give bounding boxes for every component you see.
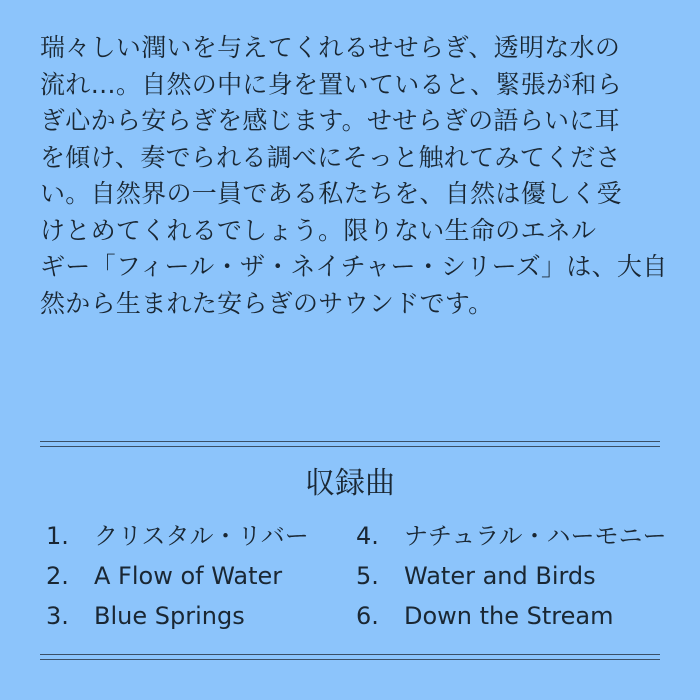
description-line: 然から生まれた安らぎのサウンドです。 bbox=[40, 288, 494, 318]
track-item bbox=[46, 556, 282, 596]
top-divider-line-2 bbox=[40, 446, 660, 447]
track-item bbox=[356, 516, 667, 556]
bottom-divider-line-1 bbox=[40, 654, 660, 655]
track-number: 4. bbox=[356, 522, 379, 550]
track-number: 6. bbox=[356, 602, 379, 630]
track-title: A Flow of Water bbox=[94, 562, 283, 590]
tracklist bbox=[0, 516, 700, 636]
bottom-divider-line-2 bbox=[40, 659, 660, 660]
top-divider-line-1 bbox=[40, 441, 660, 442]
track-item bbox=[46, 516, 309, 556]
track-number: 1. bbox=[46, 522, 69, 550]
description-line: を傾け、奏でられる調べにそっと触れてみてくださ bbox=[40, 142, 621, 172]
track-item bbox=[356, 556, 596, 596]
track-title: クリスタル・リバー bbox=[94, 522, 309, 550]
track-title: Blue Springs bbox=[94, 602, 245, 630]
track-item bbox=[356, 596, 613, 636]
track-number: 5. bbox=[356, 562, 379, 590]
track-title: Water and Birds bbox=[404, 562, 596, 590]
track-item bbox=[46, 596, 245, 636]
description-line: 瑞々しい潤いを与えてくれるせせらぎ、透明な水の bbox=[40, 33, 621, 62]
album-description bbox=[40, 30, 668, 322]
tracklist-title: 収録曲 bbox=[305, 466, 395, 501]
track-title: ナチュラル・ハーモニー bbox=[404, 522, 667, 550]
description-line: ぎ心から安らぎを感じます。せせらぎの語らいに耳 bbox=[40, 106, 620, 135]
description-line: 流れ…。自然の中に身を置いていると、緊張が和ら bbox=[40, 69, 622, 99]
description-line: ギー「フィール・ザ・ネイチャー・シリーズ」は、大自 bbox=[40, 252, 668, 281]
track-number: 3. bbox=[46, 602, 69, 630]
track-number: 2. bbox=[46, 562, 69, 590]
description-line: い。自然界の一員である私たちを、自然は優しく受 bbox=[40, 179, 622, 208]
track-title: Down the Stream bbox=[404, 602, 614, 630]
description-line: けとめてくれるでしょう。限りない生命のエネル bbox=[40, 215, 597, 245]
